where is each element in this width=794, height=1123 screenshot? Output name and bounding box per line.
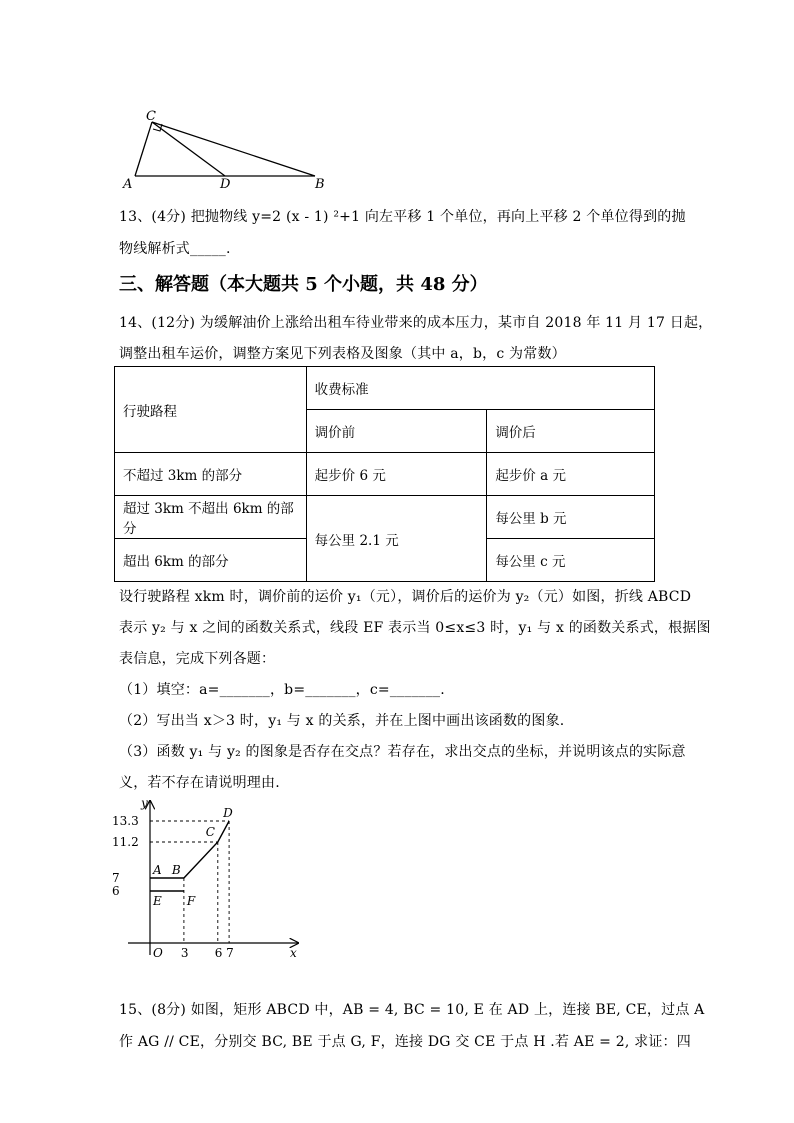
- table-row: 超过 3km 不超出 6km 的部分 每公里 2.1 元 每公里 b 元: [115, 496, 655, 539]
- section-title: 三、解答题（本大题共 5 个小题，共 48 分）: [119, 274, 488, 295]
- label-a: A: [123, 177, 133, 192]
- label-c: C: [146, 109, 156, 124]
- x-tick-label: 6: [214, 946, 223, 960]
- q15-line2: 作 AG // CE，分别交 BC, BE 于点 G, F，连接 DG 交 CE 于点 H .若 AE = 2, 求证：四: [119, 1034, 691, 1050]
- y-tick-label: 7: [112, 871, 120, 885]
- q14-part1: （1）填空：a=_______，b=_______，c=_______.: [119, 682, 445, 698]
- q14-desc3: 表信息，完成下列各题：: [119, 651, 276, 667]
- point-label-e: E: [153, 894, 162, 908]
- q14-part3-line1: （3）函数 y₁ 与 y₂ 的图象是否存在交点？若存在，求出交点的坐标，并说明该点的实际意: [119, 744, 686, 760]
- table-row: 不超过 3km 的部分 起步价 6 元 起步价 a 元: [115, 453, 655, 496]
- y-tick-label: 11.2: [112, 835, 139, 849]
- origin-label: O: [153, 946, 163, 960]
- series-line-abcd: [150, 821, 229, 878]
- point-label-c: C: [205, 825, 215, 839]
- q14-part2: （2）写出当 x＞3 时，y₁ 与 x 的关系，并在上图中画出该函数的图象.: [119, 713, 565, 729]
- y-axis-label: y: [141, 796, 148, 810]
- label-d: D: [220, 177, 231, 192]
- q14-desc1: 设行驶路程 xkm 时，调价前的运价 y₁（元），调价后的运价为 y₂（元）如图，折线 ABCD: [119, 589, 692, 605]
- q13-line1: 13、(4分) 把抛物线 y=2 (x - 1) ²+1 向左平移 1 个单位，再向上平移 2 个单位得到的抛: [119, 209, 686, 225]
- header-after: 调价后: [487, 410, 655, 453]
- fee-table: [114, 366, 655, 582]
- y-tick-label: 13.3: [112, 814, 139, 828]
- x-tick-label: 3: [180, 946, 189, 960]
- q14-desc2: 表示 y₂ 与 x 之间的函数关系式，线段 EF 表示当 0≤x≤3 时，y₁ 与 x 的函数关系式，根据图: [119, 620, 711, 636]
- point-label-f: F: [186, 894, 196, 908]
- q14-part3-line2: 义，若不存在请说明理由.: [119, 775, 280, 791]
- y-tick-label: 6: [112, 884, 120, 898]
- point-label-b: B: [171, 863, 181, 877]
- header-route: 行驶路程: [115, 367, 307, 453]
- label-b: B: [315, 177, 325, 192]
- x-tick-label: 7: [226, 946, 234, 960]
- fare-graph: [110, 795, 310, 965]
- header-fee: 收费标准: [306, 367, 654, 410]
- point-label-d: D: [223, 806, 233, 820]
- header-before: 调价前: [306, 410, 487, 453]
- point-label-a: A: [153, 863, 162, 877]
- q13-line2: 物线解析式_____.: [119, 241, 231, 257]
- q14-line2: 调整出租车运价，调整方案见下列表格及图象（其中 a，b，c 为常数）: [119, 346, 566, 362]
- q15-line1: 15、(8分) 如图，矩形 ABCD 中，AB = 4, BC = 10, E 在 AD 上，连接 BE, CE，过点 A: [119, 1002, 705, 1018]
- x-axis-label: x: [290, 946, 297, 960]
- table-row: 超出 6km 的部分 每公里 c 元: [115, 539, 655, 582]
- q14-line1: 14、(12分) 为缓解油价上涨给出租车待业带来的成本压力，某市自 2018 年 11 月 17 日起，: [119, 315, 713, 331]
- triangle-figure: [110, 105, 340, 195]
